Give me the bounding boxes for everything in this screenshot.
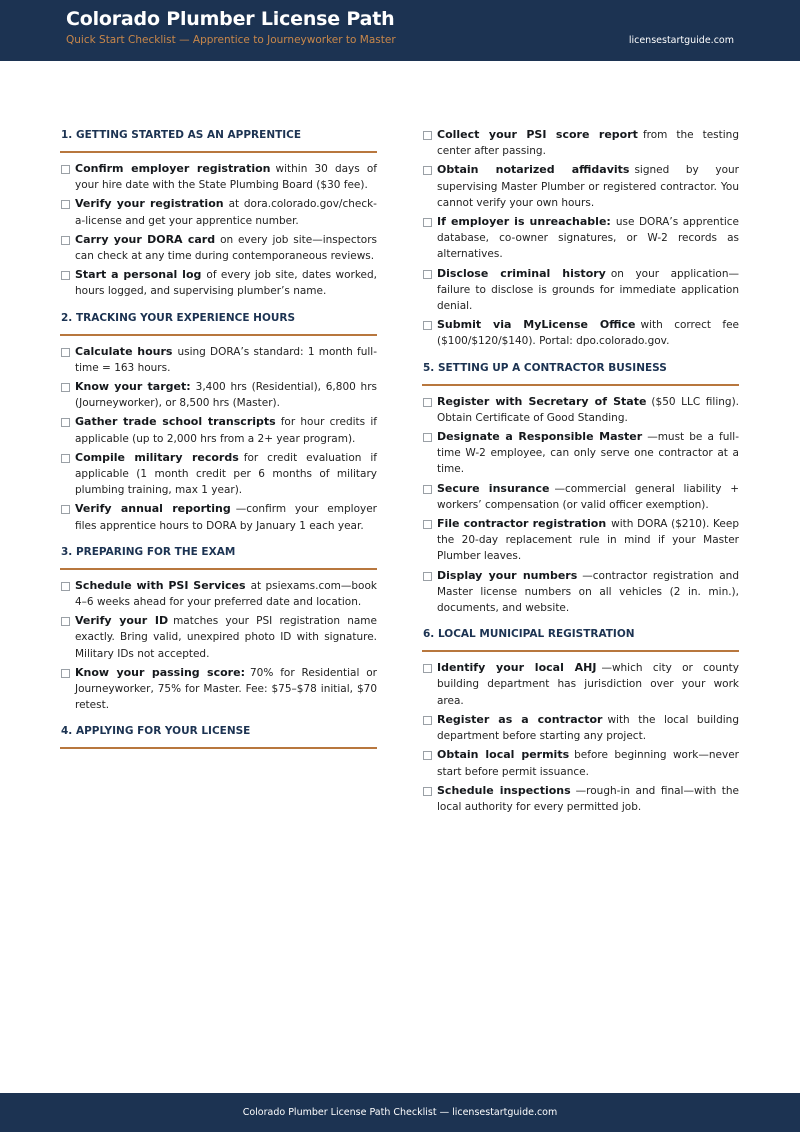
checkbox[interactable] <box>61 348 70 357</box>
item-heading: Obtain local permits <box>437 748 570 762</box>
item-text: signed by your supervising Master Plumber or registered contractor. You cannot verify your own hours. <box>437 164 739 209</box>
item-text: with DORA ($210). Keep the 20-day replacement rule in mind if your Master Plumber leaves. <box>437 518 739 563</box>
right-column <box>422 127 739 825</box>
checkbox[interactable] <box>423 433 432 442</box>
checkbox[interactable] <box>61 236 70 245</box>
checklist-item <box>60 501 377 533</box>
section-divider <box>60 568 377 570</box>
checkbox[interactable] <box>423 787 432 796</box>
checklist-item <box>60 414 377 446</box>
document-title: Colorado Plumber License Path <box>66 8 395 30</box>
checkbox[interactable] <box>423 751 432 760</box>
item-text: 70% for Residential or Journeyworker, 75% for Master. Fee: $75–$78 initial, $70 retest. <box>75 666 377 712</box>
item-text: with the local building department before starting any project. <box>437 713 739 743</box>
checklist-item <box>60 267 377 299</box>
item-heading: Carry your DORA card <box>75 232 216 246</box>
item-text: using DORA’s standard: 1 month full-time = 163 hours. <box>75 345 377 374</box>
item-text: —which city or county building department has jurisdiction over your work area. <box>437 662 739 707</box>
checklist-section <box>422 626 739 815</box>
checkbox[interactable] <box>61 271 70 280</box>
checkbox[interactable] <box>423 321 432 330</box>
item-text: —contractor registration and Master license numbers on all vehicles (2 in. min.), documents, and website. <box>437 569 739 615</box>
checkbox[interactable] <box>423 485 432 494</box>
item-text: from the testing center after passing. <box>437 129 739 158</box>
section-divider <box>60 747 377 749</box>
checkbox[interactable] <box>423 270 432 279</box>
item-heading: Calculate hours <box>75 344 173 358</box>
section-divider <box>422 384 739 386</box>
checkbox[interactable] <box>423 572 432 581</box>
checkbox[interactable] <box>61 505 70 514</box>
checklist-item <box>60 161 377 193</box>
checkbox[interactable] <box>423 131 432 140</box>
item-text: —must be a full-time W-2 employee, can only serve one contractor at a time. <box>437 431 739 476</box>
item-text: use DORA’s apprentice database, co-owner signatures, or W-2 records as alternatives. <box>437 216 739 261</box>
item-heading: Confirm employer registration <box>75 162 271 175</box>
item-text: 3,400 hrs (Residential), 6,800 hrs (Journeyworker), or 8,500 hrs (Master). <box>75 381 377 410</box>
item-text: for hour credits if applicable (up to 2,000 hrs from a 2+ year program). <box>75 416 377 445</box>
checkbox[interactable] <box>423 664 432 673</box>
checklist-item <box>422 516 739 565</box>
checkbox[interactable] <box>423 520 432 529</box>
item-heading: Display your numbers <box>437 568 578 582</box>
item-heading: Start a personal log <box>75 268 202 282</box>
item-text: for credit evaluation if applicable (1 month credit per 6 months of military plumbing training, max 1 year). <box>75 451 377 497</box>
checklist-item <box>422 127 739 159</box>
checkbox[interactable] <box>61 454 70 463</box>
checkbox[interactable] <box>61 165 70 174</box>
item-heading: Identify your local AHJ <box>437 661 597 675</box>
checklist-item <box>422 429 739 478</box>
checkbox[interactable] <box>423 166 432 175</box>
checkbox[interactable] <box>423 398 432 407</box>
checklist-item <box>60 578 377 610</box>
item-text: —rough-in and final—with the local authority for every permitted job. <box>437 784 739 813</box>
page-header <box>0 0 800 61</box>
item-heading: Verify your ID <box>75 614 169 628</box>
section-divider <box>60 334 377 336</box>
checklist-item <box>60 613 377 662</box>
item-heading: Secure insurance <box>437 481 550 495</box>
checkbox[interactable] <box>61 617 70 626</box>
item-text: with correct fee ($100/$120/$140). Portal: dpo.colorado.gov. <box>437 319 739 348</box>
checklist-item <box>60 665 377 714</box>
checklist-item <box>422 394 739 426</box>
checklist-item <box>60 379 377 411</box>
checklist-item <box>422 660 739 709</box>
item-heading: Know your target: <box>75 380 191 394</box>
checklist-item <box>60 232 377 264</box>
site-url[interactable]: licensestartguide.com <box>628 35 734 46</box>
section-title: 2. TRACKING YOUR EXPERIENCE HOURS <box>61 311 296 324</box>
checklist-section <box>422 127 739 350</box>
item-text: matches your PSI registration name exactly. Bring valid, unexpired photo ID with signature. Military IDs not accepted. <box>75 615 377 660</box>
item-heading: Verify annual reporting <box>75 502 231 516</box>
checkbox[interactable] <box>61 418 70 427</box>
item-text: at psiexams.com—book 4–6 weeks ahead for your preferred date and location. <box>75 579 377 609</box>
item-heading: File contractor registration <box>437 517 607 531</box>
item-text: of every job site, dates worked, hours logged, and supervising plumber’s name. <box>75 269 377 298</box>
checklist-item <box>422 317 739 349</box>
checklist-section <box>60 310 377 534</box>
item-heading: If employer is unreachable: <box>437 215 611 229</box>
item-heading: Know your passing score: <box>75 665 245 679</box>
page-footer <box>0 1093 800 1132</box>
item-heading: Verify your registration <box>75 197 224 211</box>
section-title: 5. SETTING UP A CONTRACTOR BUSINESS <box>423 361 667 374</box>
left-column <box>60 127 377 759</box>
checklist-item <box>422 783 739 815</box>
document-subtitle: Quick Start Checklist — Apprentice to Journeyworker to Master <box>66 34 396 46</box>
item-text: before beginning work—never start before permit issuance. <box>437 749 739 778</box>
checklist-section <box>60 127 377 300</box>
section-title: 1. GETTING STARTED AS AN APPRENTICE <box>61 129 302 141</box>
checklist-item <box>60 196 377 228</box>
checklist-item <box>60 344 377 376</box>
checklist-item <box>422 162 739 211</box>
section-title: 3. PREPARING FOR THE EXAM <box>61 545 236 558</box>
item-heading: Submit via MyLicense Office <box>437 318 636 332</box>
section-title: 4. APPLYING FOR YOUR LICENSE <box>61 725 251 738</box>
item-heading: Compile military records <box>75 450 239 464</box>
checklist-item <box>422 481 739 513</box>
item-heading: Schedule with PSI Services <box>75 578 246 592</box>
checkbox[interactable] <box>61 669 70 678</box>
checklist-section <box>60 544 377 714</box>
checklist-item <box>422 747 739 779</box>
checklist-item <box>422 568 739 617</box>
checkbox[interactable] <box>423 218 432 227</box>
item-heading: Register as a contractor <box>437 712 603 726</box>
checklist-item <box>422 266 739 315</box>
checklist-item <box>60 450 377 499</box>
item-heading: Disclose criminal history <box>437 266 606 280</box>
section-divider <box>60 151 377 153</box>
checkbox[interactable] <box>61 200 70 209</box>
footer-text: Colorado Plumber License Path Checklist — licensestartguide.com <box>242 1107 558 1118</box>
item-text: at dora.colorado.gov/check-a-license and get your apprentice number. <box>75 198 377 227</box>
item-text: within 30 days of your hire date with the State Plumbing Board ($30 fee). <box>75 163 377 192</box>
item-text: —commercial general liability + workers’ compensation (or valid officer exemption). <box>437 482 739 511</box>
item-heading: Collect your PSI score report <box>437 128 638 141</box>
checklist-item <box>422 712 739 744</box>
checklist-item <box>422 214 739 263</box>
item-text: on every job site—inspectors can check at any time during contemporaneous reviews. <box>75 233 377 263</box>
item-text: on your application—failure to disclose is grounds for immediate application denial. <box>437 267 739 313</box>
item-heading: Designate a Responsible Master <box>437 430 643 444</box>
checkbox[interactable] <box>61 582 70 591</box>
item-text: ($50 LLC filing). Obtain Certificate of Good Standing. <box>437 395 740 424</box>
checkbox[interactable] <box>61 383 70 392</box>
section-divider <box>422 650 739 652</box>
item-text: —confirm your employer files apprentice hours to DORA by January 1 each year. <box>75 503 377 532</box>
item-heading: Obtain notarized affidavits <box>437 163 630 177</box>
item-heading: Register with Secretary of State <box>437 394 647 408</box>
item-heading: Gather trade school transcripts <box>75 415 276 429</box>
checklist-section <box>60 723 377 749</box>
checklist-section <box>422 360 739 617</box>
checkbox[interactable] <box>423 716 432 725</box>
item-heading: Schedule inspections <box>437 783 571 797</box>
section-title: 6. LOCAL MUNICIPAL REGISTRATION <box>423 628 635 641</box>
